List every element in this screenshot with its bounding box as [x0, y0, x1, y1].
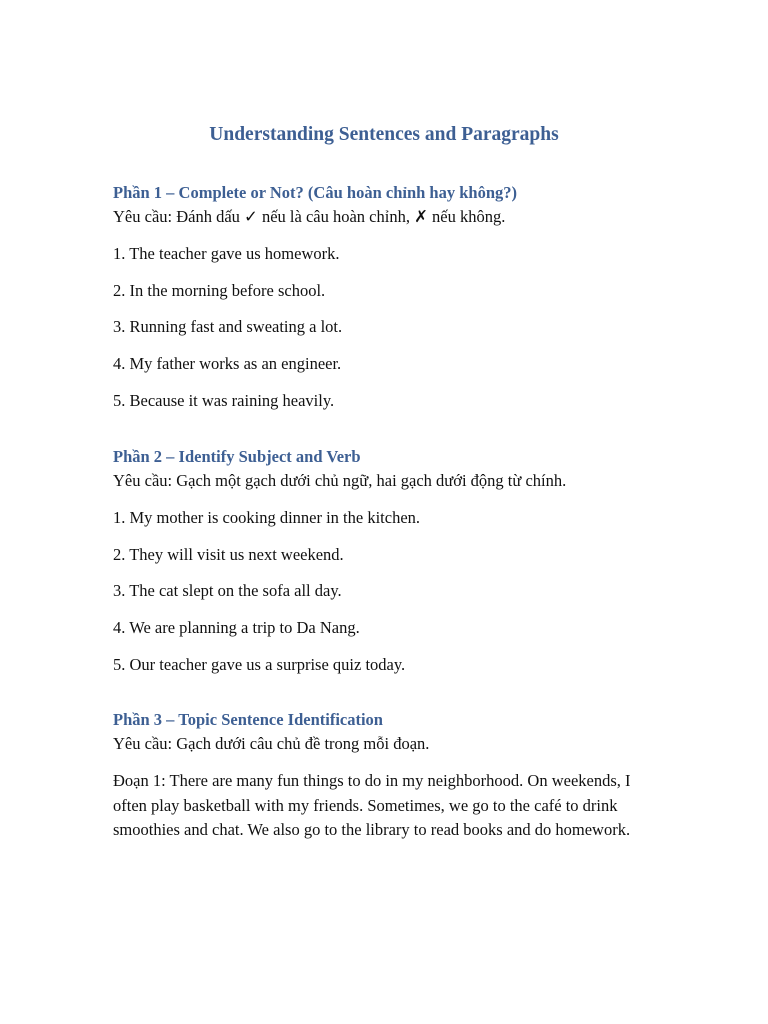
list-item	[113, 315, 673, 339]
item-number: 2.	[113, 544, 126, 564]
list-item	[113, 543, 673, 567]
list-item	[113, 389, 673, 413]
item-number: 3.	[113, 581, 126, 601]
section-1-instruction: Yêu cầu: Đánh dấu ✓ nếu là câu hoàn chỉnh, ✗ nếu không.	[113, 207, 506, 226]
section-1-heading: Phần 1 – Complete or Not? (Câu hoàn chỉnh hay không?)	[113, 183, 518, 202]
list-item	[113, 653, 673, 677]
document-title: Understanding Sentences and Paragraphs	[209, 124, 559, 145]
item-text: The cat slept on the sofa all day.	[129, 581, 342, 601]
section-1	[113, 181, 673, 425]
list-item	[113, 352, 673, 376]
item-text: My mother is cooking dinner in the kitchen.	[129, 508, 421, 527]
item-text: Running fast and sweating a lot.	[129, 317, 343, 337]
section-3-instruction: Yêu cầu: Gạch dưới câu chủ đề trong mỗi đoạn.	[113, 734, 430, 753]
list-item	[113, 616, 673, 640]
list-item	[113, 506, 673, 530]
item-text: My father works as an engineer.	[129, 354, 342, 374]
section-3	[113, 708, 673, 843]
item-number: 5.	[113, 654, 126, 674]
section-2	[113, 445, 673, 689]
item-number: 2.	[113, 280, 126, 300]
item-number: 5.	[113, 390, 126, 410]
section-2-instruction: Yêu cầu: Gạch một gạch dưới chủ ngữ, hai gạch dưới động từ chính.	[113, 471, 567, 490]
section-2-list	[113, 506, 673, 677]
item-number: 4.	[113, 354, 126, 374]
item-number: 1.	[113, 244, 126, 263]
item-number: 1.	[113, 508, 126, 527]
list-item	[113, 279, 673, 303]
item-number: 3.	[113, 317, 126, 337]
item-text: Our teacher gave us a surprise quiz today.	[129, 654, 406, 674]
section-2-heading: Phần 2 – Identify Subject and Verb	[113, 447, 361, 466]
section-3-paragraph: Đoạn 1: There are many fun things to do in my neighborhood. On weekends, I often play basketball with my friends. Sometimes, we go to the café to drink smoothies and chat. We also go to the library to read books and do homework.	[113, 771, 631, 839]
list-item	[113, 579, 673, 603]
item-number: 4.	[113, 618, 126, 638]
item-text: The teacher gave us homework.	[129, 244, 340, 263]
item-text: Because it was raining heavily.	[129, 390, 335, 410]
item-text: They will visit us next weekend.	[129, 544, 344, 564]
section-3-heading: Phần 3 – Topic Sentence Identification	[113, 710, 383, 729]
item-text: In the morning before school.	[129, 280, 326, 300]
section-1-list	[113, 242, 673, 413]
list-item	[113, 242, 673, 266]
item-text: We are planning a trip to Da Nang.	[129, 618, 360, 638]
